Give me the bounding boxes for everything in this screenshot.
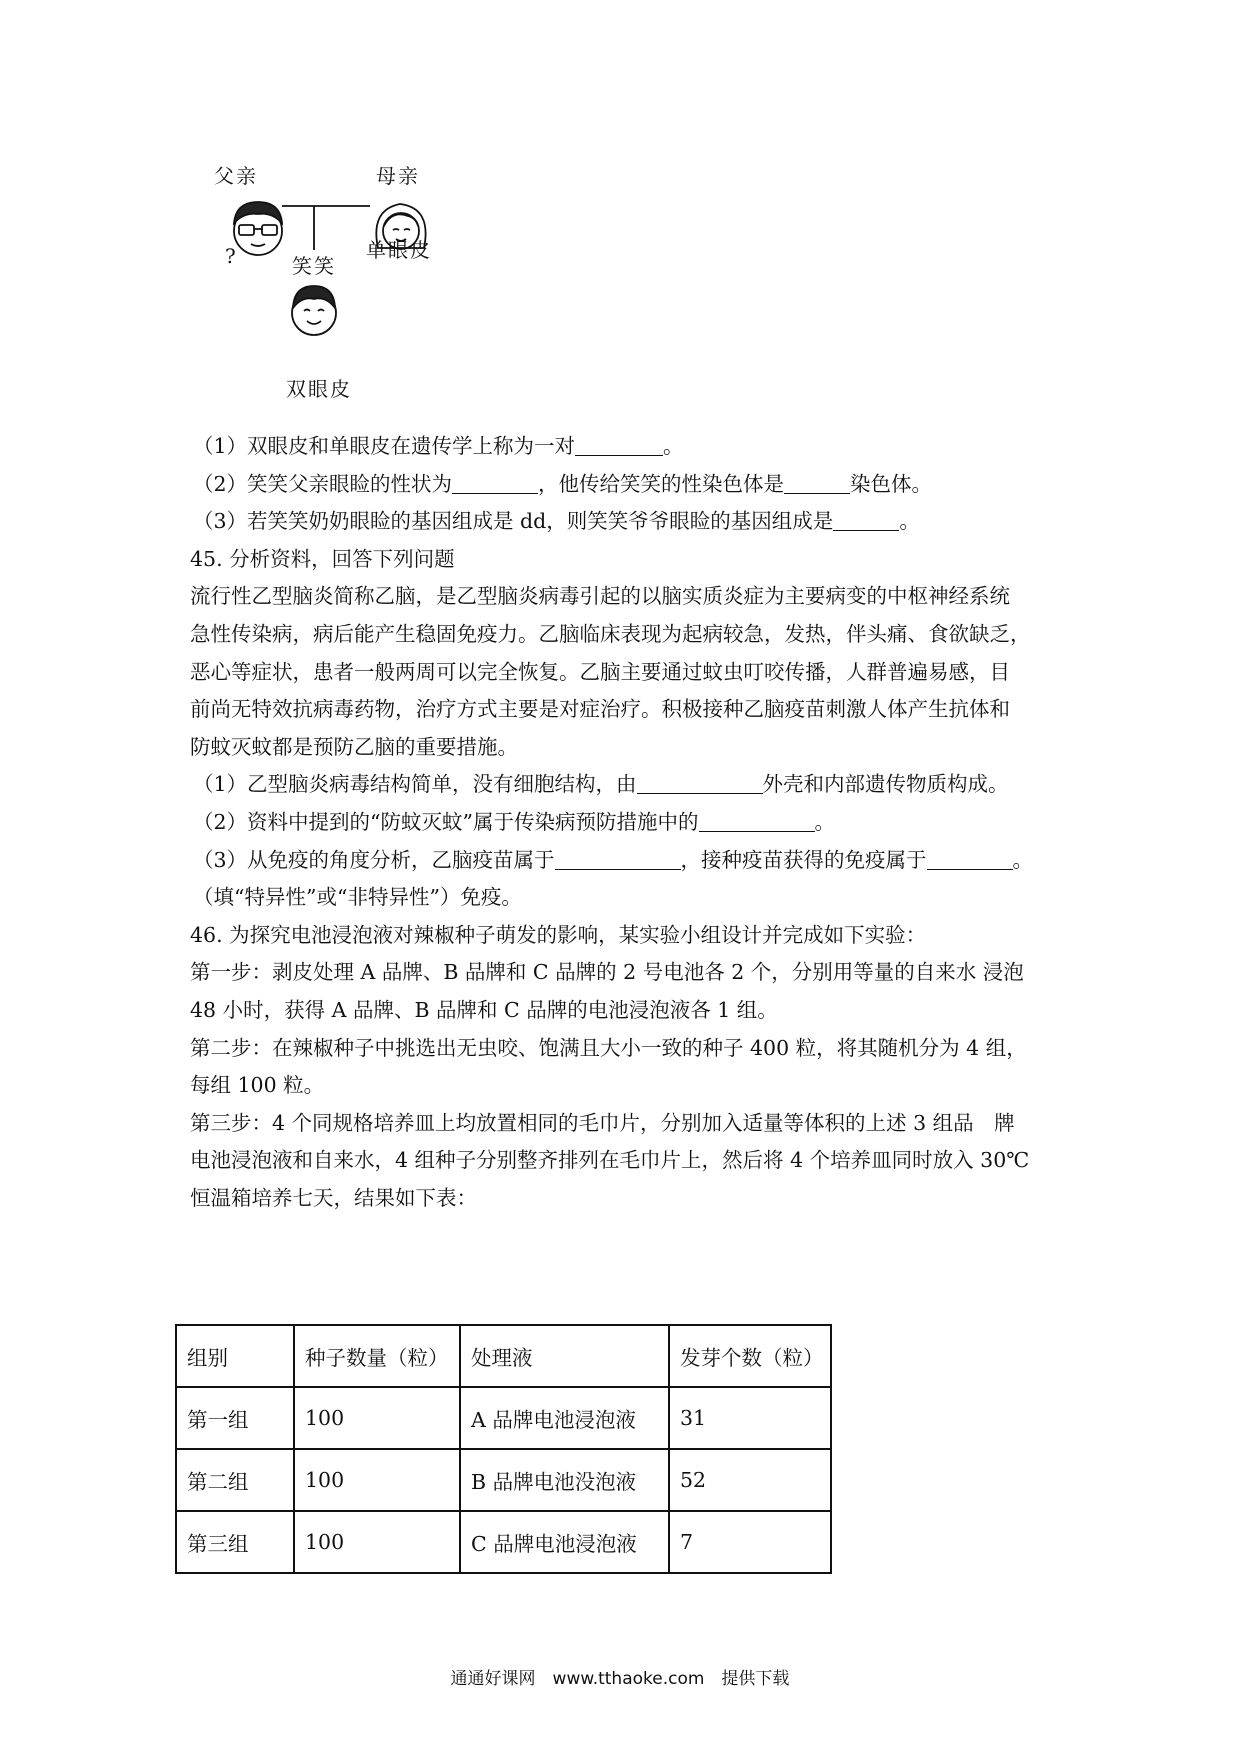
mother-label: 母亲 [376, 164, 420, 188]
answer-blank[interactable] [452, 471, 538, 494]
q46-step3: 电池浸泡液和自来水，4 组种子分别整齐排列在毛巾片上，然后将 4 个培养皿同时放入 30℃ [190, 1148, 1030, 1173]
table-cell: A 品牌电池浸泡液 [460, 1387, 669, 1449]
results-table [175, 1324, 832, 1574]
table-cell: 第一组 [176, 1387, 294, 1449]
table-row [176, 1387, 831, 1449]
table-cell: 第三组 [176, 1511, 294, 1573]
q46-step1: 48 小时，获得 A 品牌、B 品牌和 C 品牌的电池浸泡液各 1 组。 [190, 997, 778, 1022]
q45-sub3: （3）从免疫的角度分析，乙脑疫苗属于 ，接种疫苗获得的免疫属于 。 [193, 847, 1034, 872]
answer-blank[interactable] [637, 771, 763, 794]
q45-passage-line: 恶心等症状，患者一般两周可以完全恢复。乙脑主要通过蚊虫叮咬传播，人群普遍易感，目 [190, 659, 1010, 684]
table-header-cell: 发芽个数（粒） [669, 1325, 831, 1387]
q45-passage-line: 流行性乙型脑炎简称乙脑，是乙型脑炎病毒引起的以脑实质炎症为主要病变的中枢神经系统 [190, 584, 1010, 609]
q46-step3: 恒温箱培养七天，结果如下表： [190, 1185, 477, 1210]
table-header-row [176, 1325, 831, 1387]
pedigree-figure [210, 164, 500, 403]
question-text [190, 428, 1073, 1217]
q44-sub3: （3）若笑笑奶奶眼睑的基因组成是 dd，则笑笑爷爷眼睑的基因组成是 。 [193, 509, 920, 534]
q45-sub1: （1）乙型脑炎病毒结构简单，没有细胞结构，由 外壳和内部遗传物质构成。 [193, 772, 1009, 797]
q46-step2: 第二步：在辣椒种子中挑选出无虫咬、饱满且大小一致的种子 400 粒，将其随机分为 4 组， [190, 1035, 1027, 1060]
table-cell: 100 [294, 1449, 460, 1511]
answer-blank[interactable] [784, 471, 850, 494]
child-label: 笑笑 [292, 254, 336, 278]
q45-sub3-note: （填“特异性”或“非特异性”）免疫。 [193, 885, 522, 910]
answer-blank[interactable] [927, 847, 1013, 870]
table-cell: 100 [294, 1387, 460, 1449]
table-cell: B 品牌电池没泡液 [460, 1449, 669, 1511]
table-cell: 7 [669, 1511, 831, 1573]
table-header-cell: 组别 [176, 1325, 294, 1387]
page-footer: 通通好课网 www.tthaoke.com 提供下载 [450, 1669, 790, 1689]
answer-blank[interactable] [555, 847, 681, 870]
father-trait: ? [225, 244, 238, 268]
pedigree-drawing [210, 168, 500, 403]
answer-blank[interactable] [575, 433, 663, 456]
table-cell: 第二组 [176, 1449, 294, 1511]
table-cell: 100 [294, 1511, 460, 1573]
table-cell: 52 [669, 1449, 831, 1511]
father-label: 父亲 [214, 164, 258, 188]
table-cell: 31 [669, 1387, 831, 1449]
child-face-icon [292, 286, 336, 335]
q46-title: 46. 为探究电池浸泡液对辣椒种子萌发的影响，某实验小组设计并完成如下实验： [190, 922, 927, 947]
q45-passage-line: 急性传染病，病后能产生稳固免疫力。乙脑临床表现为起病较急，发热，伴头痛、食欲缺乏， [190, 621, 1031, 646]
q44-sub1: （1）双眼皮和单眼皮在遗传学上称为一对 。 [193, 434, 684, 458]
q44-sub2: （2）笑笑父亲眼睑的性状为 ，他传给笑笑的性染色体是 染色体。 [193, 471, 933, 496]
answer-blank[interactable] [699, 809, 815, 832]
q45-sub2: （2）资料中提到的“防蚊灭蚊”属于传染病预防措施中的 。 [193, 809, 836, 834]
q45-passage-line: 防蚊灭蚊都是预防乙脑的重要措施。 [190, 734, 518, 759]
q46-step1: 第一步：剥皮处理 A 品牌、B 品牌和 C 品牌的 2 号电池各 2 个，分别用等量的自来水 浸泡 [190, 960, 1024, 985]
father-face-icon [234, 202, 282, 255]
answer-blank[interactable] [833, 508, 899, 531]
table-header-cell: 处理液 [460, 1325, 669, 1387]
table-row [176, 1449, 831, 1511]
q46-step3: 第三步：4 个同规格培养皿上均放置相同的毛巾片，分别加入适量等体积的上述 3 组品 牌 [190, 1110, 1015, 1135]
table-row [176, 1511, 831, 1573]
table-cell: C 品牌电池浸泡液 [460, 1511, 669, 1573]
q45-passage-line: 前尚无特效抗病毒药物，治疗方式主要是对症治疗。积极接种乙脑疫苗刺激人体产生抗体和 [190, 697, 1010, 722]
table-header-cell: 种子数量（粒） [294, 1325, 460, 1387]
mother-trait: 单眼皮 [366, 238, 432, 262]
child-trait: 双眼皮 [286, 377, 352, 401]
q45-title: 45. 分析资料，回答下列问题 [190, 546, 455, 571]
q46-step2: 每组 100 粒。 [190, 1073, 325, 1098]
